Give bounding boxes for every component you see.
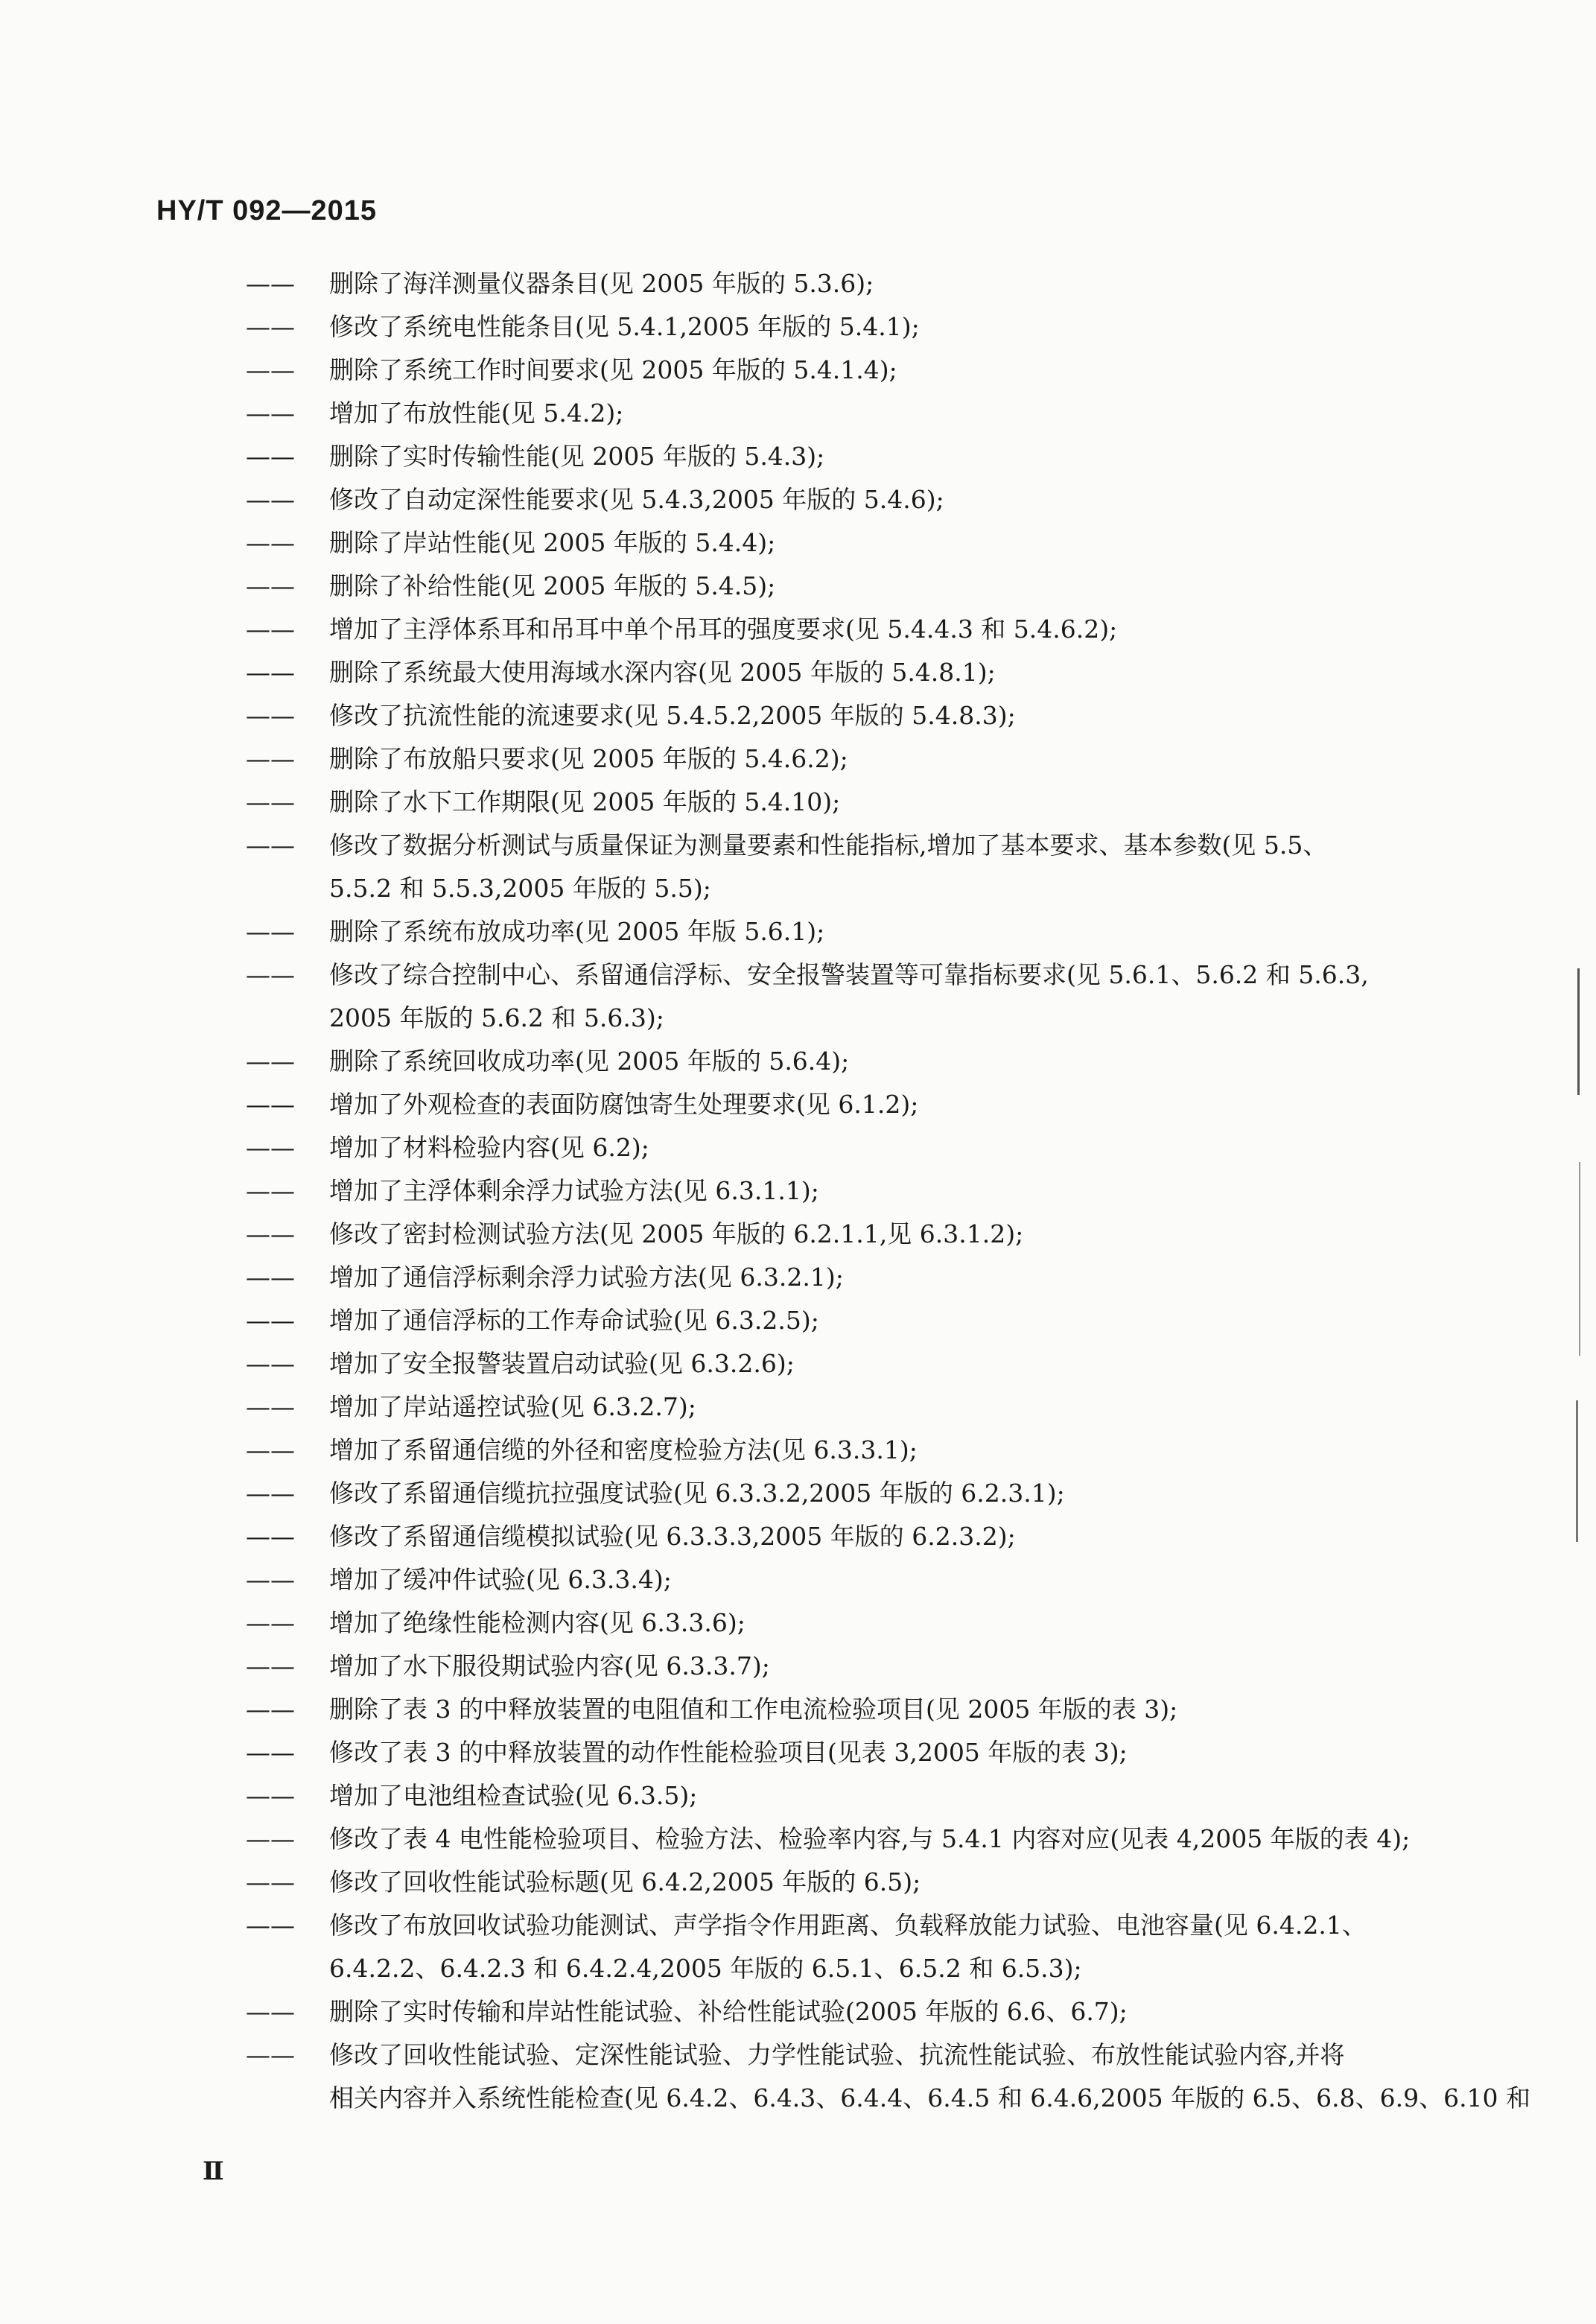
em-dash-bullet: ——: [246, 1349, 295, 1378]
em-dash-bullet: ——: [246, 744, 295, 773]
list-item-text: 删除了海洋测量仪器条目(见 2005 年版的 5.3.6);: [329, 269, 874, 298]
list-item: [246, 1861, 1467, 1904]
list-item-text: 修改了系留通信缆模拟试验(见 6.3.3.3,2005 年版的 6.2.3.2);: [329, 1522, 1016, 1551]
list-item: [246, 608, 1467, 651]
change-list: [246, 262, 1531, 2120]
list-item-text: 修改了表 4 电性能检验项目、检验方法、检验率内容,与 5.4.1 内容对应(见表 4,2005 年版的表 4);: [329, 1824, 1411, 1853]
list-item-text: 增加了缓冲件试验(见 6.3.3.4);: [329, 1565, 672, 1594]
em-dash-bullet: ——: [246, 269, 295, 298]
list-item-text: 6.4.2.2、6.4.2.3 和 6.4.2.4,2005 年版的 6.5.1、6.5.2 和 6.5.3);: [329, 1954, 1082, 1983]
list-item: [246, 1472, 1467, 1515]
em-dash-bullet: ——: [246, 1392, 295, 1421]
em-dash-bullet: ——: [246, 1824, 295, 1853]
list-item-text: 增加了主浮体剩余浮力试验方法(见 6.3.1.1);: [329, 1176, 819, 1205]
list-item-text: 增加了通信浮标的工作寿命试验(见 6.3.2.5);: [329, 1306, 819, 1335]
list-item: [246, 781, 1467, 824]
list-item: [246, 478, 1467, 521]
em-dash-bullet: ——: [246, 615, 295, 644]
list-item: [246, 824, 1467, 867]
list-item-text: 删除了实时传输性能(见 2005 年版的 5.4.3);: [329, 442, 825, 471]
list-item-text: 修改了回收性能试验、定深性能试验、力学性能试验、抗流性能试验、布放性能试验内容,并将: [329, 2040, 1345, 2069]
em-dash-bullet: ——: [246, 1047, 295, 1076]
list-item-text: 修改了综合控制中心、系留通信浮标、安全报警装置等可靠指标要求(见 5.6.1、5.6.2 和 5.6.3,: [329, 960, 1369, 989]
list-item-text: 修改了系留通信缆抗拉强度试验(见 6.3.3.2,2005 年版的 6.2.3.1);: [329, 1479, 1065, 1508]
em-dash-bullet: ——: [246, 1781, 295, 1810]
em-dash-bullet: ——: [246, 1090, 295, 1119]
list-item: [246, 1213, 1467, 1256]
em-dash-bullet: ——: [246, 485, 295, 514]
em-dash-bullet: ——: [246, 312, 295, 341]
list-item: [246, 1817, 1467, 1861]
em-dash-bullet: ——: [246, 1219, 295, 1248]
list-item-text: 删除了系统回收成功率(见 2005 年版的 5.6.4);: [329, 1047, 850, 1076]
em-dash-bullet: ——: [246, 2040, 295, 2069]
em-dash-bullet: ——: [246, 1479, 295, 1508]
em-dash-bullet: ——: [246, 1176, 295, 1205]
list-item-text: 增加了电池组检查试验(见 6.3.5);: [329, 1781, 698, 1810]
em-dash-bullet: ——: [246, 1911, 295, 1940]
em-dash-bullet: ——: [246, 1435, 295, 1464]
em-dash-bullet: ——: [246, 1867, 295, 1896]
list-item-text: 增加了水下服役期试验内容(见 6.3.3.7);: [329, 1651, 770, 1680]
list-item-text: 删除了补给性能(见 2005 年版的 5.4.5);: [329, 571, 776, 600]
list-item: [246, 305, 1467, 349]
list-item: [246, 1040, 1467, 1083]
list-item-text: 增加了通信浮标剩余浮力试验方法(见 6.3.2.1);: [329, 1263, 844, 1292]
list-item-text: 增加了主浮体系耳和吊耳中单个吊耳的强度要求(见 5.4.4.3 和 5.4.6.2);: [329, 615, 1118, 644]
list-item: [246, 435, 1467, 478]
em-dash-bullet: ——: [246, 1306, 295, 1335]
list-item-continuation: [246, 1947, 1467, 1990]
list-item-text: 删除了表 3 的中释放装置的电阻值和工作电流检验项目(见 2005 年版的表 3);: [329, 1695, 1178, 1724]
list-item: [246, 565, 1467, 608]
em-dash-bullet: ——: [246, 355, 295, 384]
list-item-text: 修改了系统电性能条目(见 5.4.1,2005 年版的 5.4.1);: [329, 312, 920, 341]
list-item: [246, 392, 1467, 435]
em-dash-bullet: ——: [246, 442, 295, 471]
em-dash-bullet: ——: [246, 528, 295, 557]
list-item: [246, 1385, 1467, 1429]
list-item: [246, 1429, 1467, 1472]
list-item: [246, 1731, 1467, 1774]
list-item-text: 删除了系统工作时间要求(见 2005 年版的 5.4.1.4);: [329, 355, 897, 384]
list-item: [246, 694, 1467, 737]
list-item-text: 5.5.2 和 5.5.3,2005 年版的 5.5);: [329, 874, 711, 903]
page-number: Ⅱ: [203, 2156, 224, 2186]
em-dash-bullet: ——: [246, 701, 295, 730]
list-item: [246, 1299, 1467, 1342]
list-item-text: 增加了系留通信缆的外径和密度检验方法(见 6.3.3.1);: [329, 1435, 918, 1464]
scan-edge-mark: [1577, 968, 1580, 1095]
list-item-continuation: [246, 2077, 1531, 2120]
list-item-text: 增加了材料检验内容(见 6.2);: [329, 1133, 649, 1162]
em-dash-bullet: ——: [246, 1651, 295, 1680]
em-dash-bullet: ——: [246, 658, 295, 687]
list-item: [246, 651, 1467, 694]
list-item: [246, 1342, 1467, 1385]
em-dash-bullet: ——: [246, 1695, 295, 1724]
list-item: [246, 1169, 1467, 1213]
list-item-text: 修改了密封检测试验方法(见 2005 年版的 6.2.1.1,见 6.3.1.2);: [329, 1219, 1024, 1248]
list-item-text: 增加了绝缘性能检测内容(见 6.3.3.6);: [329, 1608, 745, 1637]
list-item: [246, 2034, 1467, 2077]
list-item: [246, 737, 1467, 781]
em-dash-bullet: ——: [246, 1133, 295, 1162]
list-item: [246, 910, 1467, 953]
list-item-text: 删除了系统布放成功率(见 2005 年版 5.6.1);: [329, 917, 825, 946]
em-dash-bullet: ——: [246, 831, 295, 860]
em-dash-bullet: ——: [246, 1522, 295, 1551]
list-item: [246, 1256, 1467, 1299]
list-item-text: 删除了实时传输和岸站性能试验、补给性能试验(2005 年版的 6.6、6.7);: [329, 1997, 1128, 2026]
scan-edge-mark: [1576, 1400, 1578, 1542]
em-dash-bullet: ——: [246, 1608, 295, 1637]
list-item: [246, 521, 1467, 565]
list-item-text: 删除了布放船只要求(见 2005 年版的 5.4.6.2);: [329, 744, 848, 773]
list-item-text: 2005 年版的 5.6.2 和 5.6.3);: [329, 1003, 664, 1032]
list-item: [246, 1904, 1467, 1947]
em-dash-bullet: ——: [246, 960, 295, 989]
list-item: [246, 1083, 1467, 1126]
list-item-text: 修改了数据分析测试与质量保证为测量要素和性能指标,增加了基本要求、基本参数(见 5.5、: [329, 831, 1328, 860]
em-dash-bullet: ——: [246, 1738, 295, 1767]
em-dash-bullet: ——: [246, 917, 295, 946]
list-item: [246, 1558, 1467, 1601]
list-item-text: 增加了安全报警装置启动试验(见 6.3.2.6);: [329, 1349, 795, 1378]
em-dash-bullet: ——: [246, 1997, 295, 2026]
em-dash-bullet: ——: [246, 787, 295, 816]
list-item-text: 删除了系统最大使用海域水深内容(见 2005 年版的 5.4.8.1);: [329, 658, 996, 687]
list-item: [246, 1645, 1467, 1688]
list-item: [246, 1774, 1467, 1817]
list-item-text: 增加了布放性能(见 5.4.2);: [329, 399, 624, 428]
list-item-text: 修改了布放回收试验功能测试、声学指令作用距离、负载释放能力试验、电池容量(见 6.4.2.1、: [329, 1911, 1367, 1940]
list-item-text: 修改了自动定深性能要求(见 5.4.3,2005 年版的 5.4.6);: [329, 485, 944, 514]
list-item: [246, 1688, 1467, 1731]
list-item-continuation: [246, 997, 1467, 1040]
list-item-text: 修改了抗流性能的流速要求(见 5.4.5.2,2005 年版的 5.4.8.3);: [329, 701, 1016, 730]
list-item: [246, 349, 1467, 392]
list-item: [246, 1515, 1467, 1558]
em-dash-bullet: ——: [246, 399, 295, 428]
list-item: [246, 1601, 1467, 1645]
em-dash-bullet: ——: [246, 1263, 295, 1292]
list-item: [246, 1990, 1467, 2034]
list-item-text: 相关内容并入系统性能检查(见 6.4.2、6.4.3、6.4.4、6.4.5 和 6.4.6,2005 年版的 6.5、6.8、6.9、6.10 和: [329, 2083, 1531, 2112]
list-item: [246, 953, 1467, 997]
list-item-text: 修改了回收性能试验标题(见 6.4.2,2005 年版的 6.5);: [329, 1867, 921, 1896]
list-item-text: 删除了水下工作期限(见 2005 年版的 5.4.10);: [329, 787, 841, 816]
list-item-text: 删除了岸站性能(见 2005 年版的 5.4.4);: [329, 528, 776, 557]
standard-code: HY/T 092—2015: [156, 195, 378, 226]
em-dash-bullet: ——: [246, 1565, 295, 1594]
scan-edge-mark: [1579, 1162, 1580, 1356]
list-item-text: 修改了表 3 的中释放装置的动作性能检验项目(见表 3,2005 年版的表 3);: [329, 1738, 1128, 1767]
list-item-continuation: [246, 867, 1467, 910]
em-dash-bullet: ——: [246, 571, 295, 600]
list-item: [246, 262, 1467, 305]
list-item: [246, 1126, 1467, 1169]
list-item-text: 增加了外观检查的表面防腐蚀寄生处理要求(见 6.1.2);: [329, 1090, 919, 1119]
list-item-text: 增加了岸站遥控试验(见 6.3.2.7);: [329, 1392, 696, 1421]
